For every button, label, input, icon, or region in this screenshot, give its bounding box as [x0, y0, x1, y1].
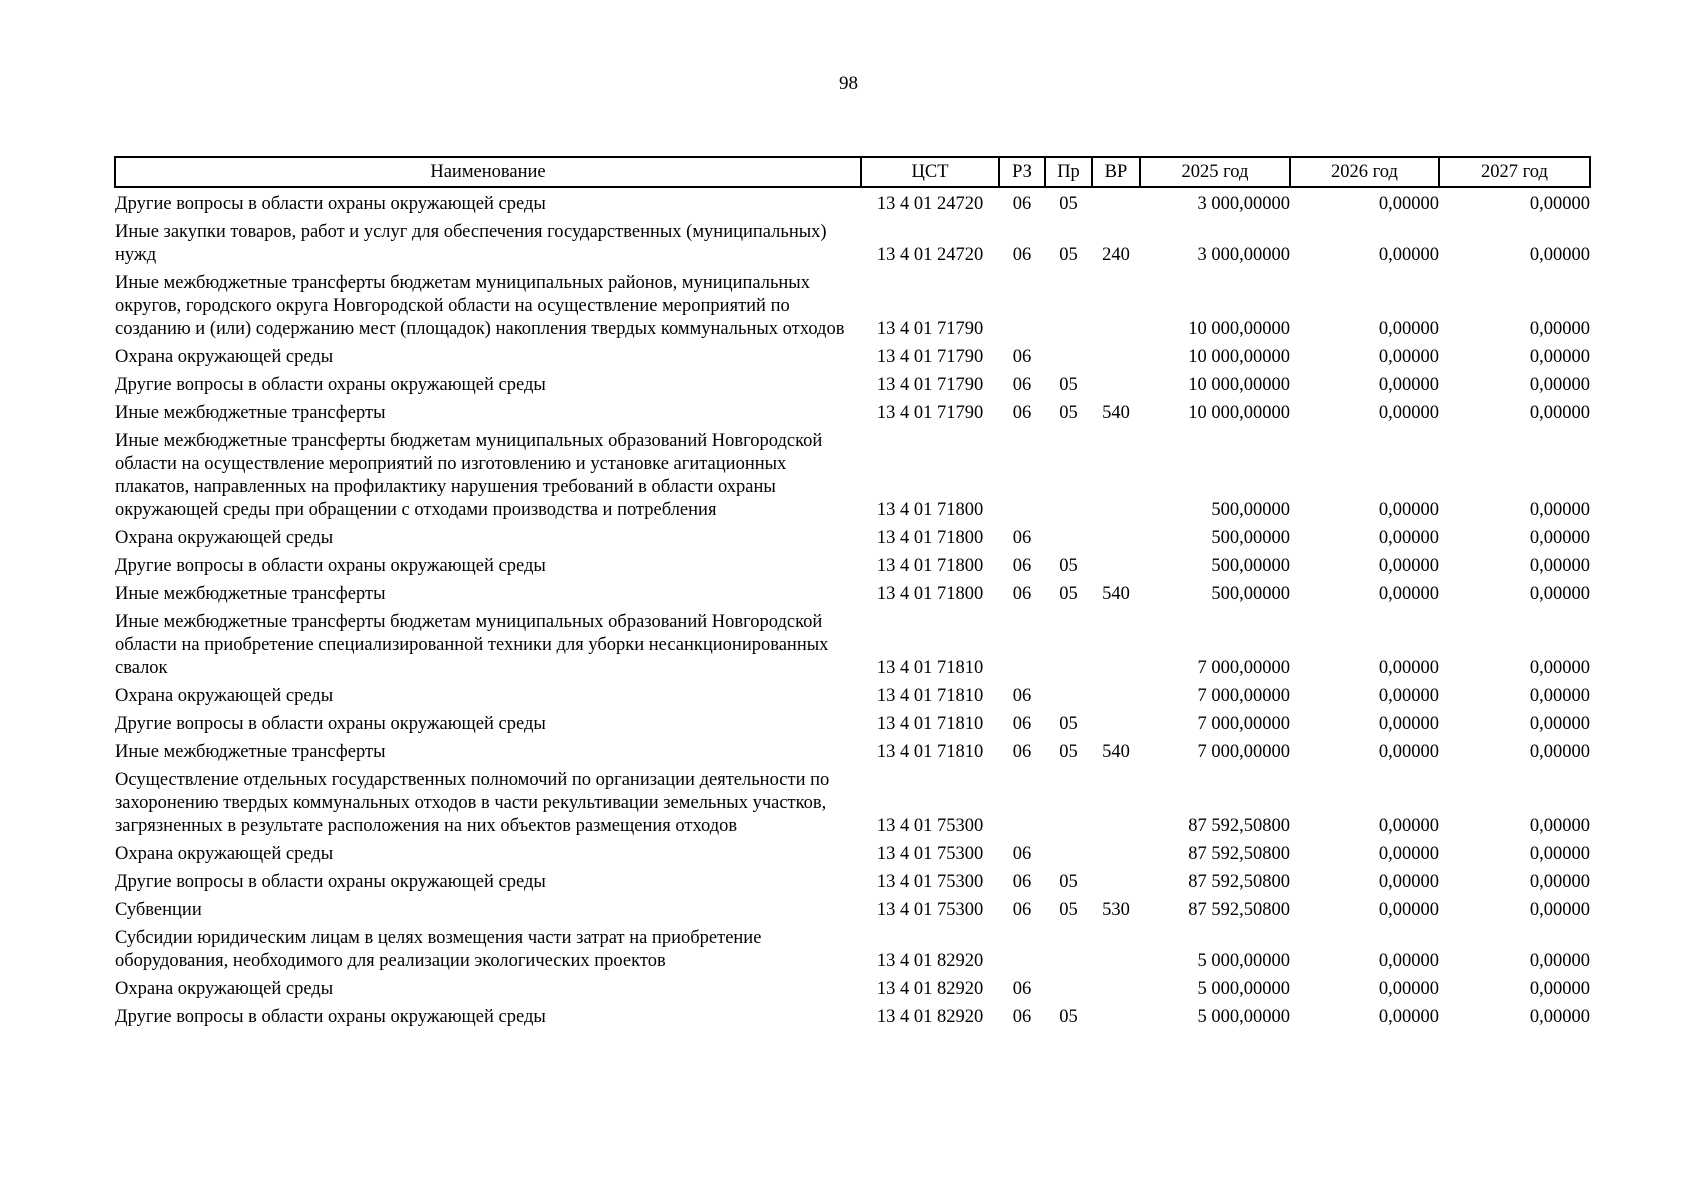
cell-y2025: 500,00000 — [1211, 584, 1290, 604]
cell-cst: 13 4 01 75300 — [876, 844, 984, 864]
cell-y2027: 0,00000 — [1529, 658, 1590, 678]
cell-name: Охрана окружающей среды — [115, 528, 334, 548]
cell-y2025: 500,00000 — [1211, 500, 1290, 520]
cell-pr: 05 — [1059, 714, 1078, 734]
table-row — [115, 578, 1590, 606]
cell-rz — [999, 606, 1045, 680]
cell-rz: 06 — [1012, 900, 1032, 920]
cell-y2027: 0,00000 — [1529, 500, 1590, 520]
cell-rz: 06 — [1012, 528, 1032, 548]
cell-y2025: 7 000,00000 — [1197, 714, 1290, 734]
table-row — [115, 397, 1590, 425]
cell-name: Иные межбюджетные трансферты — [115, 403, 386, 423]
cell-y2025: 3 000,00000 — [1197, 194, 1290, 214]
cell-y2027: 0,00000 — [1529, 979, 1590, 999]
cell-rz: 06 — [1012, 347, 1032, 367]
cell-name: Другие вопросы в области охраны окружающей среды — [115, 194, 546, 214]
cell-y2026: 0,00000 — [1378, 658, 1439, 678]
cell-rz: 06 — [1012, 245, 1032, 265]
cell-name: Иные межбюджетные трансферты — [115, 584, 386, 604]
cell-cst: 13 4 01 71800 — [876, 500, 984, 520]
cell-name: Осуществление отдельных государственных полномочий по организации деятельности по захоронению твердых коммунальных отходов в части рекультивации земельных участков, загрязненных в результате расположения на них объектов размещения отходов — [115, 770, 830, 836]
cell-rz: 06 — [1012, 556, 1032, 576]
cell-y2025: 10 000,00000 — [1188, 347, 1290, 367]
cell-y2026: 0,00000 — [1378, 375, 1439, 395]
cell-vr — [1092, 425, 1140, 522]
cell-pr: 05 — [1059, 403, 1078, 423]
cell-name: Другие вопросы в области охраны окружающей среды — [115, 375, 546, 395]
table-row — [115, 550, 1590, 578]
table-row — [115, 894, 1590, 922]
cell-y2026: 0,00000 — [1378, 714, 1439, 734]
cell-vr — [1092, 187, 1140, 216]
cell-vr — [1092, 973, 1140, 1001]
cell-y2025: 87 592,50800 — [1188, 844, 1290, 864]
cell-rz: 06 — [1012, 872, 1032, 892]
header-pr: Пр — [1045, 157, 1092, 187]
table-body — [115, 187, 1590, 1029]
cell-y2027: 0,00000 — [1529, 714, 1590, 734]
cell-pr: 05 — [1059, 872, 1078, 892]
cell-name: Другие вопросы в области охраны окружающей среды — [115, 872, 546, 892]
cell-cst: 13 4 01 71790 — [876, 375, 984, 395]
table-row — [115, 866, 1590, 894]
cell-name: Другие вопросы в области охраны окружающей среды — [115, 556, 546, 576]
table-row — [115, 341, 1590, 369]
cell-rz — [999, 425, 1045, 522]
cell-vr — [1092, 267, 1140, 341]
cell-y2027: 0,00000 — [1529, 194, 1590, 214]
cell-vr — [1092, 606, 1140, 680]
cell-rz: 06 — [1012, 714, 1032, 734]
table-row — [115, 680, 1590, 708]
cell-y2027: 0,00000 — [1529, 584, 1590, 604]
cell-y2027: 0,00000 — [1529, 375, 1590, 395]
cell-cst: 13 4 01 71800 — [876, 584, 984, 604]
cell-y2026: 0,00000 — [1378, 951, 1439, 971]
cell-rz — [999, 764, 1045, 838]
cell-rz: 06 — [1012, 584, 1032, 604]
cell-y2025: 7 000,00000 — [1197, 658, 1290, 678]
cell-pr — [1045, 764, 1092, 838]
table-row — [115, 267, 1590, 341]
cell-y2026: 0,00000 — [1378, 194, 1439, 214]
cell-y2027: 0,00000 — [1529, 319, 1590, 339]
cell-y2026: 0,00000 — [1378, 245, 1439, 265]
table-row — [115, 216, 1590, 267]
cell-pr: 05 — [1059, 1007, 1078, 1027]
table-row — [115, 1001, 1590, 1029]
cell-rz — [999, 922, 1045, 973]
cell-y2027: 0,00000 — [1529, 347, 1590, 367]
cell-y2027: 0,00000 — [1529, 816, 1590, 836]
cell-y2025: 10 000,00000 — [1188, 319, 1290, 339]
cell-rz: 06 — [1012, 194, 1032, 214]
cell-cst: 13 4 01 71810 — [876, 714, 984, 734]
cell-cst: 13 4 01 24720 — [876, 245, 984, 265]
cell-vr — [1092, 838, 1140, 866]
cell-name: Охрана окружающей среды — [115, 686, 334, 706]
cell-y2026: 0,00000 — [1378, 686, 1439, 706]
header-2025: 2025 год — [1140, 157, 1290, 187]
cell-name: Иные межбюджетные трансферты бюджетам муниципальных районов, муниципальных округов, городского округа Новгородской области на осуществление мероприятий по созданию и (или) содержанию мест (площадок) накопления твердых коммунальных отходов — [115, 273, 845, 339]
cell-cst: 13 4 01 71810 — [876, 686, 984, 706]
cell-name: Охрана окружающей среды — [115, 347, 334, 367]
table-row — [115, 708, 1590, 736]
cell-pr — [1045, 922, 1092, 973]
cell-name: Иные межбюджетные трансферты — [115, 742, 386, 762]
cell-cst: 13 4 01 75300 — [876, 872, 984, 892]
cell-vr: 530 — [1102, 900, 1130, 920]
cell-pr: 05 — [1059, 194, 1078, 214]
table-row — [115, 922, 1590, 973]
cell-pr — [1045, 680, 1092, 708]
cell-pr — [1045, 522, 1092, 550]
cell-y2027: 0,00000 — [1529, 1007, 1590, 1027]
cell-y2027: 0,00000 — [1529, 403, 1590, 423]
cell-cst: 13 4 01 75300 — [876, 816, 984, 836]
cell-vr — [1092, 922, 1140, 973]
cell-vr — [1092, 1001, 1140, 1029]
cell-y2026: 0,00000 — [1378, 500, 1439, 520]
table-row — [115, 838, 1590, 866]
cell-vr — [1092, 764, 1140, 838]
cell-y2026: 0,00000 — [1378, 742, 1439, 762]
cell-cst: 13 4 01 71790 — [876, 347, 984, 367]
cell-pr: 05 — [1059, 742, 1078, 762]
header-rz: РЗ — [999, 157, 1045, 187]
cell-y2025: 87 592,50800 — [1188, 900, 1290, 920]
cell-y2025: 5 000,00000 — [1197, 1007, 1290, 1027]
table-row — [115, 522, 1590, 550]
cell-rz: 06 — [1012, 1007, 1032, 1027]
cell-pr: 05 — [1059, 556, 1078, 576]
cell-cst: 13 4 01 71800 — [876, 528, 984, 548]
table-header-row — [115, 157, 1590, 187]
cell-y2027: 0,00000 — [1529, 245, 1590, 265]
cell-y2025: 5 000,00000 — [1197, 951, 1290, 971]
cell-pr: 05 — [1059, 900, 1078, 920]
table-row — [115, 425, 1590, 522]
cell-name: Охрана окружающей среды — [115, 979, 334, 999]
cell-cst: 13 4 01 71790 — [876, 319, 984, 339]
cell-pr — [1045, 267, 1092, 341]
cell-vr: 240 — [1102, 245, 1130, 265]
cell-y2026: 0,00000 — [1378, 900, 1439, 920]
cell-y2027: 0,00000 — [1529, 951, 1590, 971]
cell-rz: 06 — [1012, 742, 1032, 762]
table-row — [115, 736, 1590, 764]
cell-y2027: 0,00000 — [1529, 844, 1590, 864]
cell-y2026: 0,00000 — [1378, 319, 1439, 339]
cell-name: Иные межбюджетные трансферты бюджетам муниципальных образований Новгородской области на приобретение специализированной техники для уборки несанкционированных свалок — [115, 612, 829, 678]
cell-y2025: 10 000,00000 — [1188, 375, 1290, 395]
cell-y2027: 0,00000 — [1529, 872, 1590, 892]
cell-y2025: 3 000,00000 — [1197, 245, 1290, 265]
cell-cst: 13 4 01 75300 — [876, 900, 984, 920]
table-row — [115, 187, 1590, 216]
cell-y2027: 0,00000 — [1529, 900, 1590, 920]
cell-vr — [1092, 550, 1140, 578]
cell-name: Другие вопросы в области охраны окружающей среды — [115, 1007, 546, 1027]
header-vr: ВР — [1092, 157, 1140, 187]
cell-rz: 06 — [1012, 375, 1032, 395]
header-2027: 2027 год — [1439, 157, 1590, 187]
cell-cst: 13 4 01 82920 — [876, 1007, 984, 1027]
cell-y2026: 0,00000 — [1378, 1007, 1439, 1027]
cell-pr — [1045, 838, 1092, 866]
cell-y2026: 0,00000 — [1378, 872, 1439, 892]
header-2026: 2026 год — [1290, 157, 1439, 187]
cell-y2025: 5 000,00000 — [1197, 979, 1290, 999]
cell-cst: 13 4 01 24720 — [876, 194, 984, 214]
cell-vr: 540 — [1102, 584, 1130, 604]
cell-vr — [1092, 341, 1140, 369]
header-name: Наименование — [115, 157, 861, 187]
cell-y2026: 0,00000 — [1378, 584, 1439, 604]
cell-y2026: 0,00000 — [1378, 403, 1439, 423]
cell-name: Охрана окружающей среды — [115, 844, 334, 864]
cell-y2027: 0,00000 — [1529, 686, 1590, 706]
cell-pr — [1045, 606, 1092, 680]
table-row — [115, 973, 1590, 1001]
cell-y2026: 0,00000 — [1378, 528, 1439, 548]
cell-y2026: 0,00000 — [1378, 556, 1439, 576]
cell-rz: 06 — [1012, 686, 1032, 706]
cell-vr — [1092, 866, 1140, 894]
cell-rz: 06 — [1012, 844, 1032, 864]
header-cst: ЦСТ — [861, 157, 999, 187]
cell-name: Другие вопросы в области охраны окружающей среды — [115, 714, 546, 734]
cell-y2025: 500,00000 — [1211, 556, 1290, 576]
cell-rz — [999, 267, 1045, 341]
cell-pr: 05 — [1059, 584, 1078, 604]
table-row — [115, 369, 1590, 397]
cell-name: Субвенции — [115, 900, 202, 920]
cell-vr — [1092, 680, 1140, 708]
cell-y2025: 87 592,50800 — [1188, 816, 1290, 836]
cell-name: Иные межбюджетные трансферты бюджетам муниципальных образований Новгородской области на осуществление мероприятий по изготовлению и установке агитационных плакатов, направленных на профилактику нарушения требований в области охраны окружающей среды при обращении с отходами производства и потребления — [115, 431, 823, 520]
cell-y2026: 0,00000 — [1378, 844, 1439, 864]
cell-cst: 13 4 01 71810 — [876, 658, 984, 678]
table-row — [115, 606, 1590, 680]
cell-pr: 05 — [1059, 245, 1078, 265]
cell-y2025: 7 000,00000 — [1197, 742, 1290, 762]
cell-cst: 13 4 01 82920 — [876, 951, 984, 971]
cell-vr — [1092, 369, 1140, 397]
cell-vr — [1092, 708, 1140, 736]
cell-cst: 13 4 01 71790 — [876, 403, 984, 423]
cell-y2025: 7 000,00000 — [1197, 686, 1290, 706]
cell-pr — [1045, 425, 1092, 522]
cell-y2027: 0,00000 — [1529, 528, 1590, 548]
cell-rz: 06 — [1012, 979, 1032, 999]
cell-pr — [1045, 973, 1092, 1001]
cell-cst: 13 4 01 71800 — [876, 556, 984, 576]
cell-vr: 540 — [1102, 403, 1130, 423]
cell-name: Иные закупки товаров, работ и услуг для обеспечения государственных (муниципальных) нужд — [115, 222, 827, 265]
cell-pr: 05 — [1059, 375, 1078, 395]
cell-rz: 06 — [1012, 403, 1032, 423]
cell-cst: 13 4 01 82920 — [876, 979, 984, 999]
cell-name: Субсидии юридическим лицам в целях возмещения части затрат на приобретение оборудования, необходимого для реализации экологических проектов — [115, 928, 762, 971]
page-number: 98 — [839, 73, 858, 94]
cell-y2027: 0,00000 — [1529, 742, 1590, 762]
cell-y2025: 10 000,00000 — [1188, 403, 1290, 423]
cell-y2027: 0,00000 — [1529, 556, 1590, 576]
cell-y2026: 0,00000 — [1378, 816, 1439, 836]
budget-table — [114, 156, 1591, 1029]
cell-pr — [1045, 341, 1092, 369]
cell-y2025: 500,00000 — [1211, 528, 1290, 548]
cell-y2025: 87 592,50800 — [1188, 872, 1290, 892]
cell-y2026: 0,00000 — [1378, 347, 1439, 367]
table-row — [115, 764, 1590, 838]
cell-vr — [1092, 522, 1140, 550]
cell-cst: 13 4 01 71810 — [876, 742, 984, 762]
cell-y2026: 0,00000 — [1378, 979, 1439, 999]
cell-vr: 540 — [1102, 742, 1130, 762]
